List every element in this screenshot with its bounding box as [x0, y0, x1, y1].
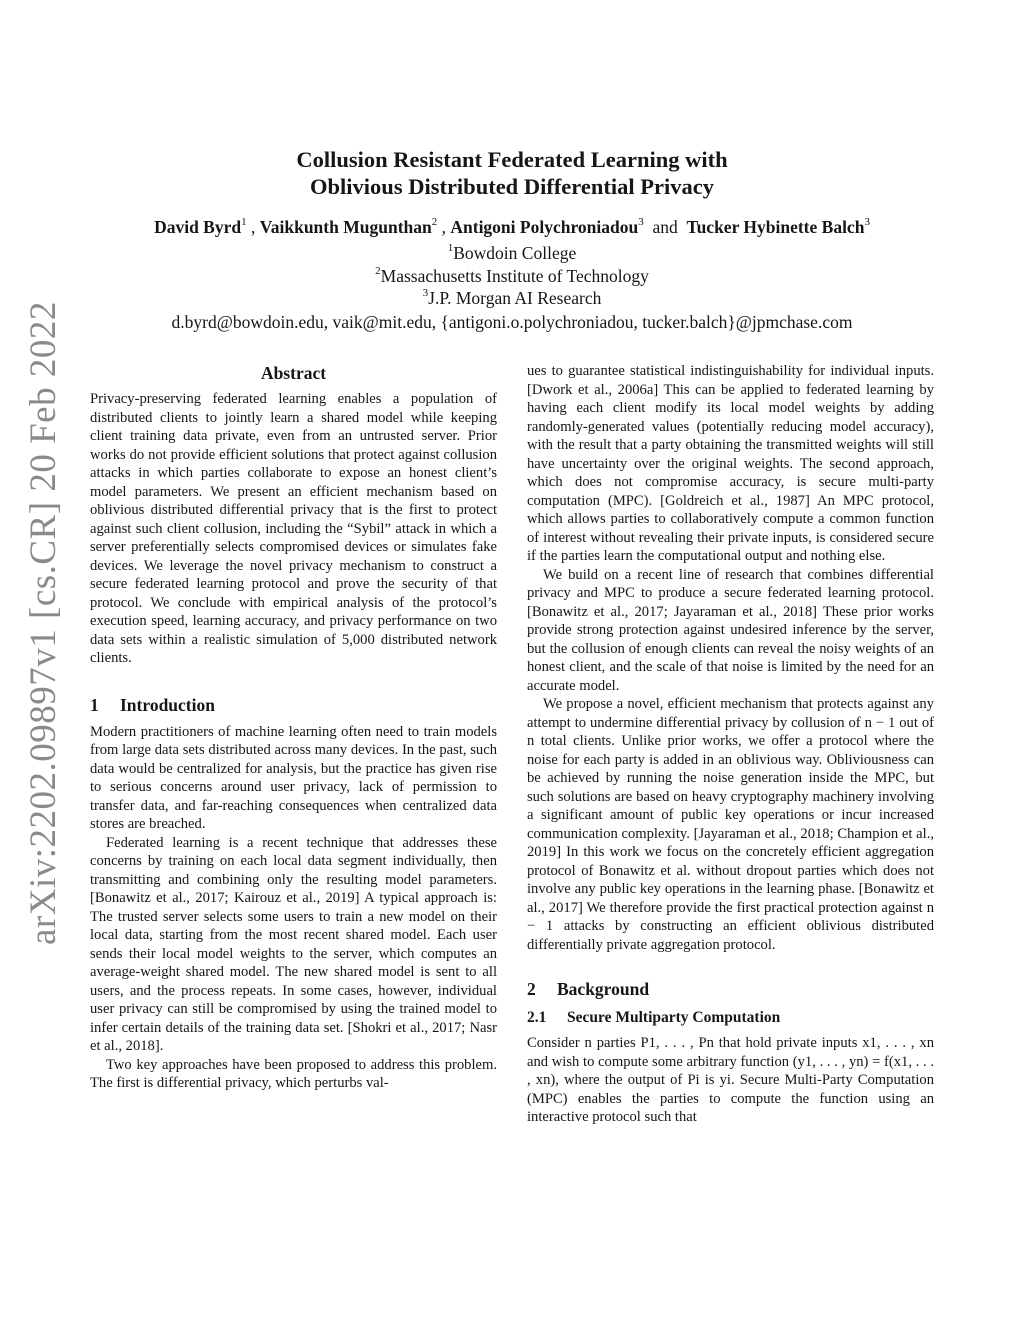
abstract-heading: Abstract	[260, 363, 327, 383]
paragraph: We propose a novel, efficient mechanism that protects against any attempt to undermine differential privacy by collusion of n − 1 out of n total clients. Unlike prior works, we offer a protocol where the noise for each party is added in an oblivious way. Obliviousness can be achieved by running the noise generation inside the MPC, but such solutions are based on heavy cryptography machinery involving a significant amount of public key operations or incur increased communication complexity. [Jayaraman et al., 2018; Champion et al., 2019] In this work we focus on the concretely efficient aggregation protocol of Bonawitz et al. without dropout parties which does not involve any public key operations in the learning phase. [Bonawitz et al., 2017] We therefore provide the first practical protection against n − 1 attacks by constructing an efficient oblivious distributed differentially private aggregation protocol.	[527, 696, 934, 953]
author-affil-mark: 2	[431, 216, 438, 229]
section-heading-background	[527, 978, 934, 1000]
affiliation	[40, 242, 984, 265]
affiliation-mark: 3	[422, 287, 429, 300]
right-column	[527, 362, 934, 1127]
paragraph: Two key approaches have been proposed to address this problem. The first is differential privacy, which perturbs val-	[90, 1056, 497, 1091]
section-title: Background	[557, 979, 650, 999]
author-separator: and	[652, 217, 678, 237]
subsection-title: Secure Multiparty Computation	[567, 1009, 781, 1026]
affiliation-name: Bowdoin College	[453, 243, 577, 263]
affiliation-list	[40, 242, 984, 310]
paper-title	[112, 146, 912, 200]
title-line-2: Oblivious Distributed Differential Privacy	[310, 174, 714, 199]
author-separator: ,	[441, 217, 446, 237]
author-affil-mark: 1	[241, 216, 247, 229]
subsection-number: 2.1	[527, 1009, 547, 1026]
section-number: 2	[527, 979, 536, 999]
affiliation-mark: 2	[375, 264, 381, 277]
author-affil-mark: 3	[638, 216, 644, 229]
paragraph: Federated learning is a recent technique that addresses these concerns by training on each local data segment individually, then transmitting and combining only the resulting model parameters. [Bonawitz et al., 2017; Kairouz et al., 2019] A typical approach is: The trusted server selects some users to train a new model on their local data, starting from the most recent shared model. Each user sends their local model weights to the server, which computes an average-weight shared model. The new shared model is sent to all users, and the process repeats. In some cases, however, individual user privacy can still be compromised by using the trained model to infer certain details of the training data set. [Shokri et al., 2017; Nasr et al., 2018].	[90, 834, 497, 1054]
author-name: Tucker Hybinette Balch	[686, 217, 865, 237]
affiliation-name: Massachusetts Institute of Technology	[380, 265, 649, 286]
author-list	[40, 215, 984, 239]
author-affil-mark: 3	[864, 216, 870, 229]
section-heading-introduction	[90, 694, 497, 716]
affiliation-name: J.P. Morgan AI Research	[428, 288, 602, 308]
title-line-1: Collusion Resistant Federated Learning with	[296, 147, 728, 172]
paragraph: Modern practitioners of machine learning often need to train models from large data sets distributed across many devices. In the past, such data would be centralized for analysis, but the practice has given rise to serious concerns around user privacy, lack of permission to transfer data, and far-reaching consequences when centralized data stores are breached.	[90, 723, 497, 832]
section-title: Introduction	[120, 694, 215, 715]
paragraph: We build on a recent line of research that combines differential privacy and MPC to produce a secure federated learning protocol. [Bonawitz et al., 2017; Jayaraman et al., 2018] These prior works provide strong protection against undesired inference by the server, but the collusion of enough clients can reveal the noisy weights of an honest client, and the scale of that noise is limited by the need for an accurate model.	[527, 566, 934, 694]
author-name: David Byrd	[154, 217, 242, 237]
author-name: Vaikkunth Mugunthan	[259, 217, 432, 237]
affiliation	[40, 287, 984, 310]
section-number: 1	[90, 694, 99, 715]
paragraph: Consider n parties P1, . . . , Pn that hold private inputs x1, . . . , xn and wish to compute some arbitrary function (y1, . . . , yn) = f(x1, . . . , xn), where the output of Pi is yi. Secure Multi-Party Computation (MPC) enables the parties to compute the function using an interactive protocol such that	[527, 1035, 934, 1125]
author-emails: d.byrd@bowdoin.edu, vaik@mit.edu, {antigoni.o.polychroniadou, tucker.balch}@jpmchase.com	[171, 312, 853, 332]
paragraph: ues to guarantee statistical indistinguishability for individual inputs. [Dwork et al., 2006a] This can be applied to federated learning by having each client modify its local model weights by adding randomly-generated values (potentially reducing model accuracy), with the result that a party obtaining the transmitted weights will still have uncertainty over the original weights. The second approach, which does not compromise accuracy, is secure multi-party computation (MPC). [Goldreich et al., 1987] An MPC protocol, which allows parties to collaboratively compute a common function of interest without revealing their private inputs, is considered secure if the parties learn the computational output and nothing else.	[527, 363, 934, 564]
affiliation	[40, 265, 984, 288]
affiliation-mark: 1	[447, 242, 454, 255]
arxiv-stamp: arXiv:2202.09897v1 [cs.CR] 20 Feb 2022	[23, 301, 64, 945]
author-separator: ,	[250, 217, 256, 237]
abstract-text: Privacy-preserving federated learning enables a population of distributed clients to jointly learn a shared model while keeping client training data private, even from an untrusted server. Prior works do not provide efficient solutions that protect against collusion attacks in which parties collaborate to expose an honest client’s model parameters. We present an efficient mechanism based on oblivious distributed differential privacy that is the first to protect against such client collusion, including the “Sybil” attack in which a server preferentially selects compromised devices or simulates fake devices. We leverage the novel privacy mechanism to construct a secure federated learning protocol and prove the security of that protocol. We conclude with empirical analysis of the protocol’s execution speed, learning accuracy, and privacy performance on two data sets within a realistic simulation of 5,000 distributed network clients.	[90, 391, 497, 666]
author-name: Antigoni Polychroniadou	[450, 217, 639, 237]
subsection-heading-mpc	[527, 1008, 934, 1028]
left-column	[90, 360, 497, 1093]
